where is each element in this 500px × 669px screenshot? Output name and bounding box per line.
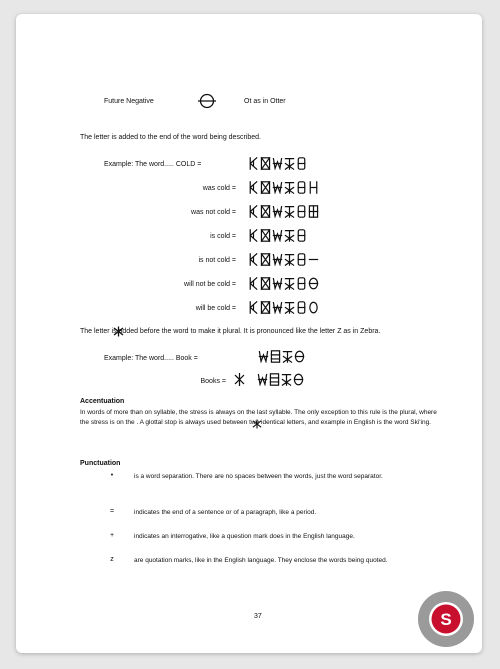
- script-glyph: [296, 205, 307, 218]
- script-glyph: [272, 229, 283, 242]
- script-glyph: [260, 181, 271, 194]
- script-glyph: [308, 277, 319, 290]
- script-glyph: [308, 253, 319, 266]
- script-glyph: [260, 301, 271, 314]
- script-glyph: [248, 253, 259, 266]
- script-glyph: [308, 301, 319, 314]
- future-negative-label: Future Negative: [104, 98, 154, 105]
- punctuation-heading: Punctuation: [80, 460, 121, 467]
- punct-symbol-question: +: [109, 532, 115, 539]
- punct-desc-period: indicates the end of a sentence or of a paragraph, like a period.: [134, 509, 317, 516]
- showmehere-watermark-logo: [416, 589, 476, 649]
- script-glyph: [248, 277, 259, 290]
- example-glyph-row: [248, 181, 319, 194]
- script-glyph: [296, 253, 307, 266]
- books-label: Books =: [200, 378, 226, 385]
- plural-star-glyph: [113, 326, 124, 337]
- script-glyph: [293, 373, 304, 386]
- punct-desc-question: indicates an interrogative, like a question mark does in the English language.: [134, 533, 355, 540]
- script-glyph: [296, 229, 307, 242]
- script-glyph: [308, 181, 319, 194]
- example-glyph-row: [248, 253, 319, 266]
- script-glyph: [257, 373, 268, 386]
- example-label: will be cold =: [195, 305, 236, 312]
- script-glyph: [284, 253, 295, 266]
- script-glyph: [284, 181, 295, 194]
- books-glyphs: [234, 373, 304, 386]
- example-label: is cold =: [210, 233, 236, 240]
- script-glyph: [284, 157, 295, 170]
- accentuation-text: In words of more than on syllable, the stress is always on the last syllable. The only exception to this rule is the plural, where the stress is on the . A glottal stop is always used between two identical letters, and example in English is the word Ski'ing.: [80, 409, 437, 426]
- future-negative-pronunciation: Ot as in Otter: [244, 98, 286, 105]
- page-number: 37: [254, 613, 262, 620]
- script-glyph: [284, 205, 295, 218]
- script-glyph: [260, 157, 271, 170]
- script-glyph: [272, 253, 283, 266]
- example-glyph-row: [248, 277, 319, 290]
- script-glyph: [272, 301, 283, 314]
- accent-star-glyph: [252, 419, 262, 429]
- punct-desc-quote: are quotation marks, like in the English language. They enclose the words being quoted.: [134, 557, 388, 564]
- future-negative-symbol: [197, 93, 217, 109]
- punct-desc-separator: is a word separation. There are no spaces between the words, just the word separator.: [134, 473, 383, 480]
- script-glyph: [282, 350, 293, 363]
- script-glyph: [296, 181, 307, 194]
- script-glyph: [248, 229, 259, 242]
- script-glyph: [270, 350, 281, 363]
- example-label: is not cold =: [198, 257, 236, 264]
- intro-line: The letter is added to the end of the word being described.: [80, 134, 261, 141]
- example-label: Example: The word..... COLD =: [104, 161, 202, 168]
- punct-symbol-period: =: [109, 508, 115, 515]
- svg-text:S: S: [440, 610, 452, 629]
- punct-symbol-separator: •: [110, 472, 114, 479]
- script-glyph: [260, 253, 271, 266]
- accentuation-heading: Accentuation: [80, 398, 125, 405]
- script-glyph: [272, 205, 283, 218]
- script-glyph: [296, 277, 307, 290]
- script-glyph: [296, 157, 307, 170]
- script-glyph: [272, 181, 283, 194]
- script-glyph: [281, 373, 292, 386]
- script-glyph: [258, 350, 269, 363]
- script-glyph: [284, 277, 295, 290]
- example-label: was not cold =: [191, 209, 236, 216]
- script-glyph: [272, 277, 283, 290]
- script-glyph: [248, 157, 259, 170]
- script-glyph: [248, 181, 259, 194]
- script-glyph: [248, 301, 259, 314]
- book-glyphs: [258, 350, 305, 363]
- example-glyph-row: [248, 205, 319, 218]
- example-label: will not be cold =: [184, 281, 236, 288]
- example-glyph-row: [248, 229, 307, 242]
- script-glyph: [296, 301, 307, 314]
- script-glyph: [269, 373, 280, 386]
- script-glyph: [248, 205, 259, 218]
- script-glyph: [284, 301, 295, 314]
- example-label: was cold =: [202, 185, 236, 192]
- script-glyph: [294, 350, 305, 363]
- document-page: [16, 14, 482, 653]
- plural-line: The letter is added before the word to make it plural. It is pronounced like the letter Z as in Zebra.: [80, 328, 381, 335]
- script-glyph: [308, 205, 319, 218]
- book-example-label: Example: The word..... Book =: [104, 355, 198, 362]
- script-glyph: [272, 157, 283, 170]
- example-glyph-row: [248, 301, 319, 314]
- script-glyph: [260, 205, 271, 218]
- example-glyph-row: [248, 157, 307, 170]
- script-glyph: [260, 277, 271, 290]
- plural-marker-glyph: [234, 373, 245, 386]
- punct-symbol-quote: z: [110, 556, 114, 563]
- script-glyph: [284, 229, 295, 242]
- script-glyph: [260, 229, 271, 242]
